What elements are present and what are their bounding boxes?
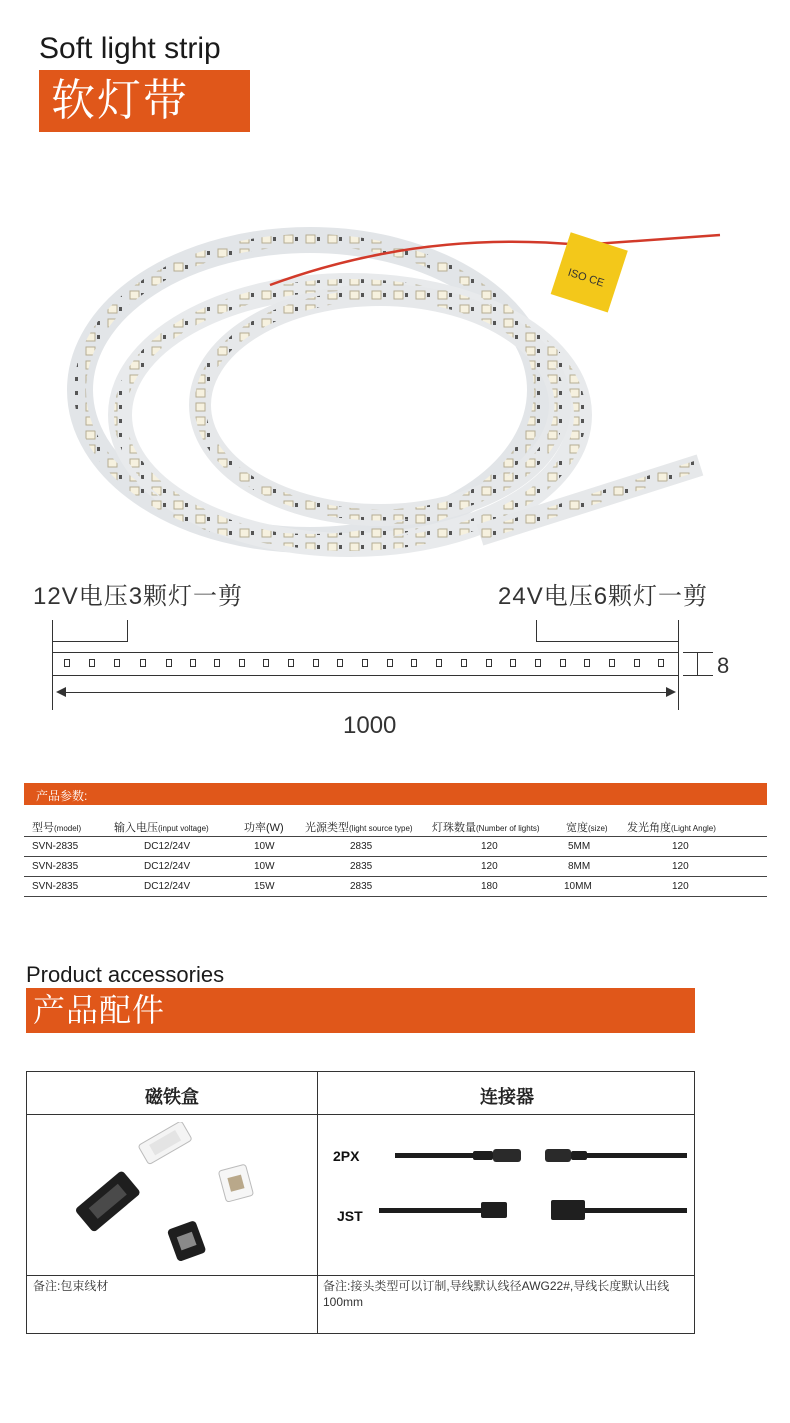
table-cell: 120 xyxy=(672,861,689,872)
table-cell: 2835 xyxy=(350,881,373,892)
accessories-title-bar xyxy=(26,988,695,1033)
cut-note-24v: 24V电压6颗灯一剪 xyxy=(498,583,709,610)
params-section-bar xyxy=(24,783,767,805)
magnet-box-note: 备注:包束线材 xyxy=(33,1279,109,1293)
accessories-title-cn: 产品配件 xyxy=(33,992,166,1028)
table-cell: 120 xyxy=(481,841,498,852)
section-title-cn: 软灯带 xyxy=(51,76,189,125)
length-dimension-value: 1000 xyxy=(343,712,397,739)
led-strip-photo xyxy=(60,190,730,570)
section-title-bar xyxy=(39,70,250,132)
table-cell: 10MM xyxy=(564,881,592,892)
table-cell: 8MM xyxy=(568,861,591,872)
accessories-table xyxy=(26,1071,695,1334)
table-cell: 2835 xyxy=(350,841,373,852)
table-cell: 180 xyxy=(481,881,498,892)
params-section-label: 产品参数: xyxy=(36,789,88,803)
connector-header: 连接器 xyxy=(480,1087,534,1107)
connector-2px-photo xyxy=(395,1144,687,1168)
magnet-box-photo xyxy=(67,1122,267,1272)
params-table xyxy=(24,813,767,897)
svg-text:ISO CE: ISO CE xyxy=(566,266,606,290)
table-cell: 2835 xyxy=(350,861,373,872)
accessories-title-en: Product accessories xyxy=(26,962,225,987)
height-dimension-value: 8 xyxy=(717,653,730,678)
table-cell: SVN-2835 xyxy=(32,881,79,892)
cut-note-12v: 12V电压3颗灯一剪 xyxy=(33,583,244,610)
table-cell: 10W xyxy=(254,841,275,852)
col-header: 宽度(size) xyxy=(566,822,608,834)
table-cell: SVN-2835 xyxy=(32,861,79,872)
connector-jst-photo xyxy=(379,1198,687,1224)
table-cell: 10W xyxy=(254,861,275,872)
table-cell: 120 xyxy=(481,861,498,872)
table-cell: DC12/24V xyxy=(144,861,191,872)
table-cell: SVN-2835 xyxy=(32,841,79,852)
table-cell: 120 xyxy=(672,881,689,892)
table-row xyxy=(24,877,767,897)
col-header: 光源类型(light source type) xyxy=(305,822,413,834)
table-cell: 15W xyxy=(254,881,275,892)
col-header: 型号(model) xyxy=(32,822,82,834)
col-header: 功率(W) xyxy=(244,822,284,834)
col-header: 灯珠数量(Number of lights) xyxy=(432,822,540,834)
table-cell: 120 xyxy=(672,841,689,852)
col-header: 发光角度(Light Angle) xyxy=(627,822,716,834)
section-title-en: Soft light strip xyxy=(39,32,221,65)
table-cell: DC12/24V xyxy=(144,841,191,852)
connector-2px-label: 2PX xyxy=(333,1148,360,1164)
connector-jst-label: JST xyxy=(337,1208,363,1224)
table-row xyxy=(24,857,767,877)
col-header: 输入电压(input voltage) xyxy=(114,822,209,834)
magnet-box-header: 磁铁盒 xyxy=(145,1087,199,1107)
table-cell: 5MM xyxy=(568,841,591,852)
table-cell: DC12/24V xyxy=(144,881,191,892)
params-header-row xyxy=(24,813,767,837)
table-row xyxy=(24,837,767,857)
connector-note: 备注:接头类型可以订制,导线默认线径AWG22#,导线长度默认出线100mm xyxy=(323,1279,670,1309)
